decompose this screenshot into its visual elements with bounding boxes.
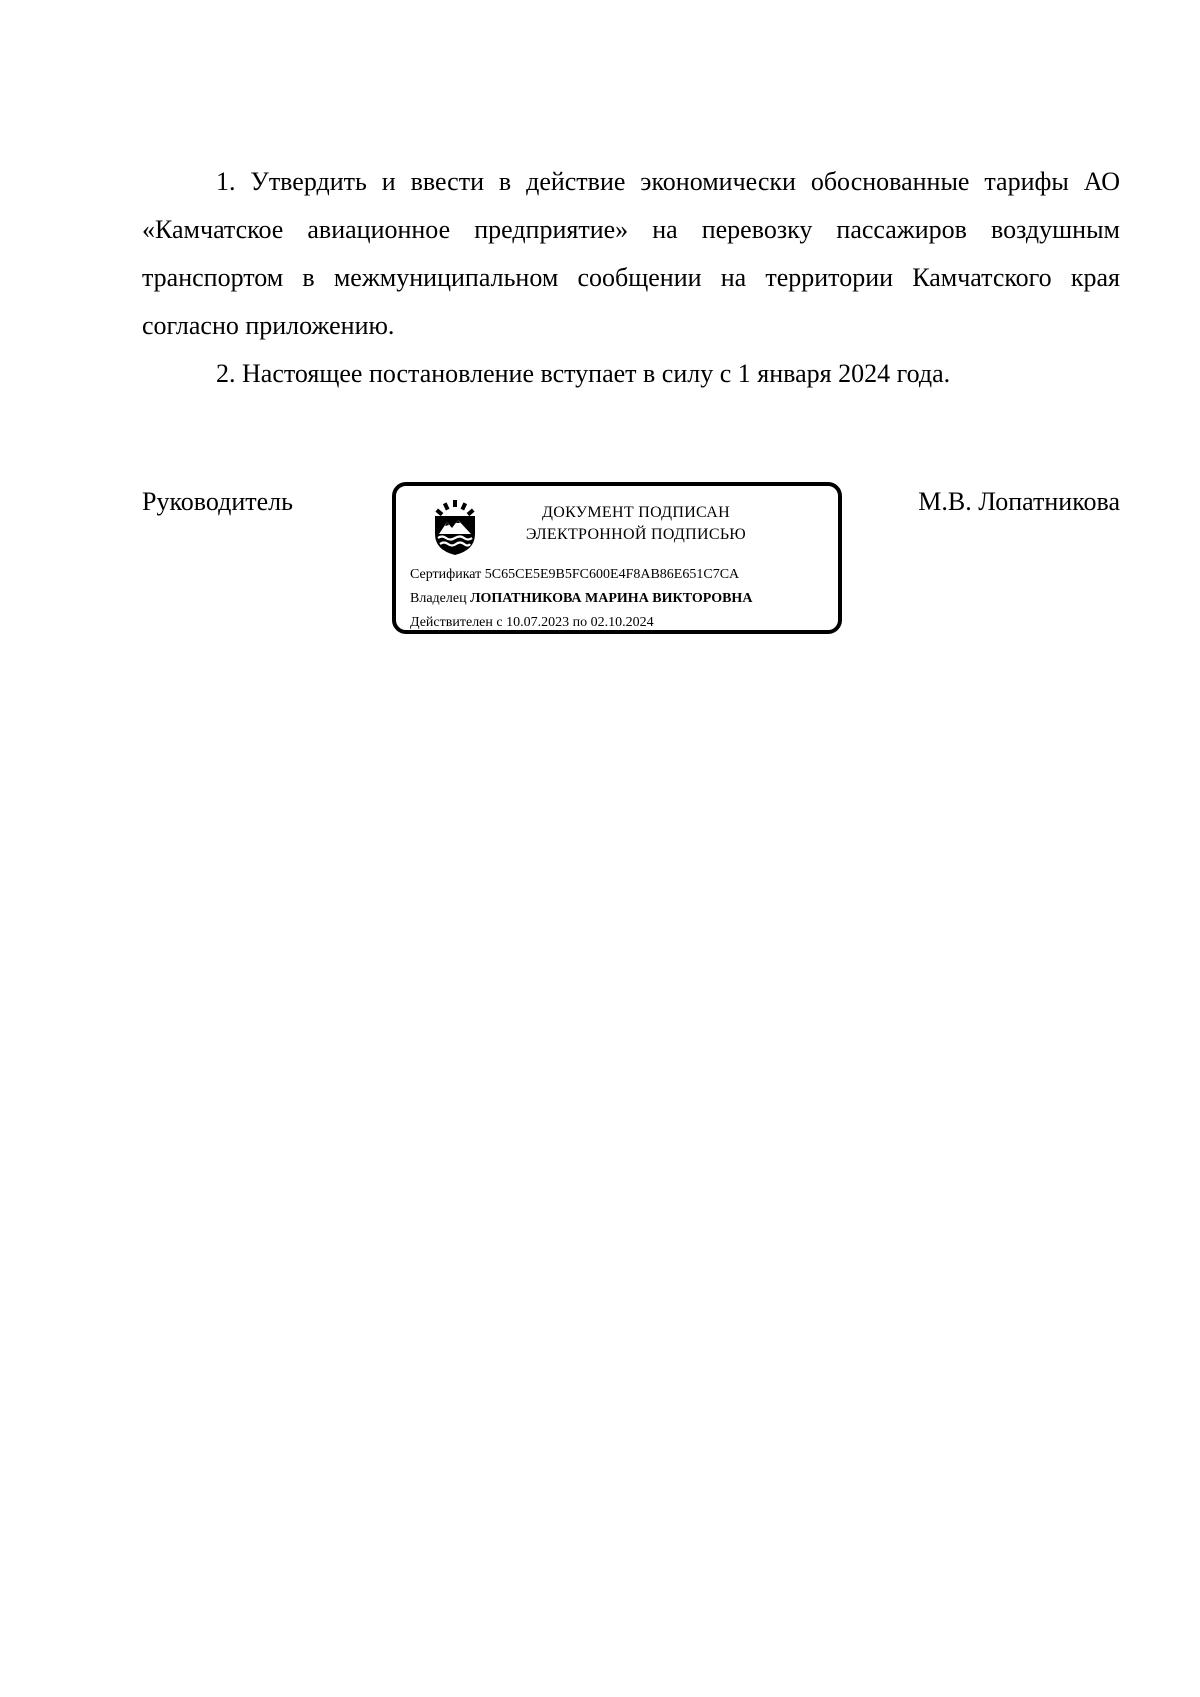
stamp-owner-line xyxy=(410,590,752,608)
electronic-signature-stamp xyxy=(392,482,842,634)
stamp-header xyxy=(496,502,776,546)
owner-value: ЛОПАТНИКОВА МАРИНА ВИКТОРОВНА xyxy=(470,591,753,606)
owner-label: Владелец xyxy=(410,591,467,606)
paragraph-2: 2. Настоящее постановление вступает в силу с 1 января 2024 года. xyxy=(216,359,951,388)
signature-block xyxy=(142,478,1120,648)
stamp-header-line-2: ЭЛЕКТРОННОЙ ПОДПИСЬЮ xyxy=(525,526,747,543)
kamchatka-coat-of-arms-icon xyxy=(430,500,480,556)
valid-to-label: по xyxy=(572,615,588,630)
certificate-value: 5C65CE5E9B5FC600E4F8AB86E651C7CA xyxy=(484,567,740,582)
signatory-role: Руководитель xyxy=(142,487,293,516)
valid-from-label: с xyxy=(496,615,503,630)
certificate-label: Сертификат xyxy=(410,567,482,582)
valid-to-date: 02.10.2024 xyxy=(590,615,654,630)
valid-label: Действителен xyxy=(410,615,493,630)
stamp-header-line-1: ДОКУМЕНТ ПОДПИСАН xyxy=(542,504,730,521)
stamp-certificate-line xyxy=(410,566,739,584)
stamp-validity-line xyxy=(410,614,654,632)
paragraph-1: 1. Утвердить и ввести в действие экономически обоснованные тарифы АО «Камчатское авиационное предприятие» на перевозку пассажиров воздушным транспортом в межмуниципальном сообщении на территории Камчатского края согласно приложению. xyxy=(142,167,1120,340)
document-body xyxy=(142,158,1120,398)
signatory-name: М.В. Лопатникова xyxy=(918,487,1120,516)
valid-from-date: 10.07.2023 xyxy=(506,615,570,630)
